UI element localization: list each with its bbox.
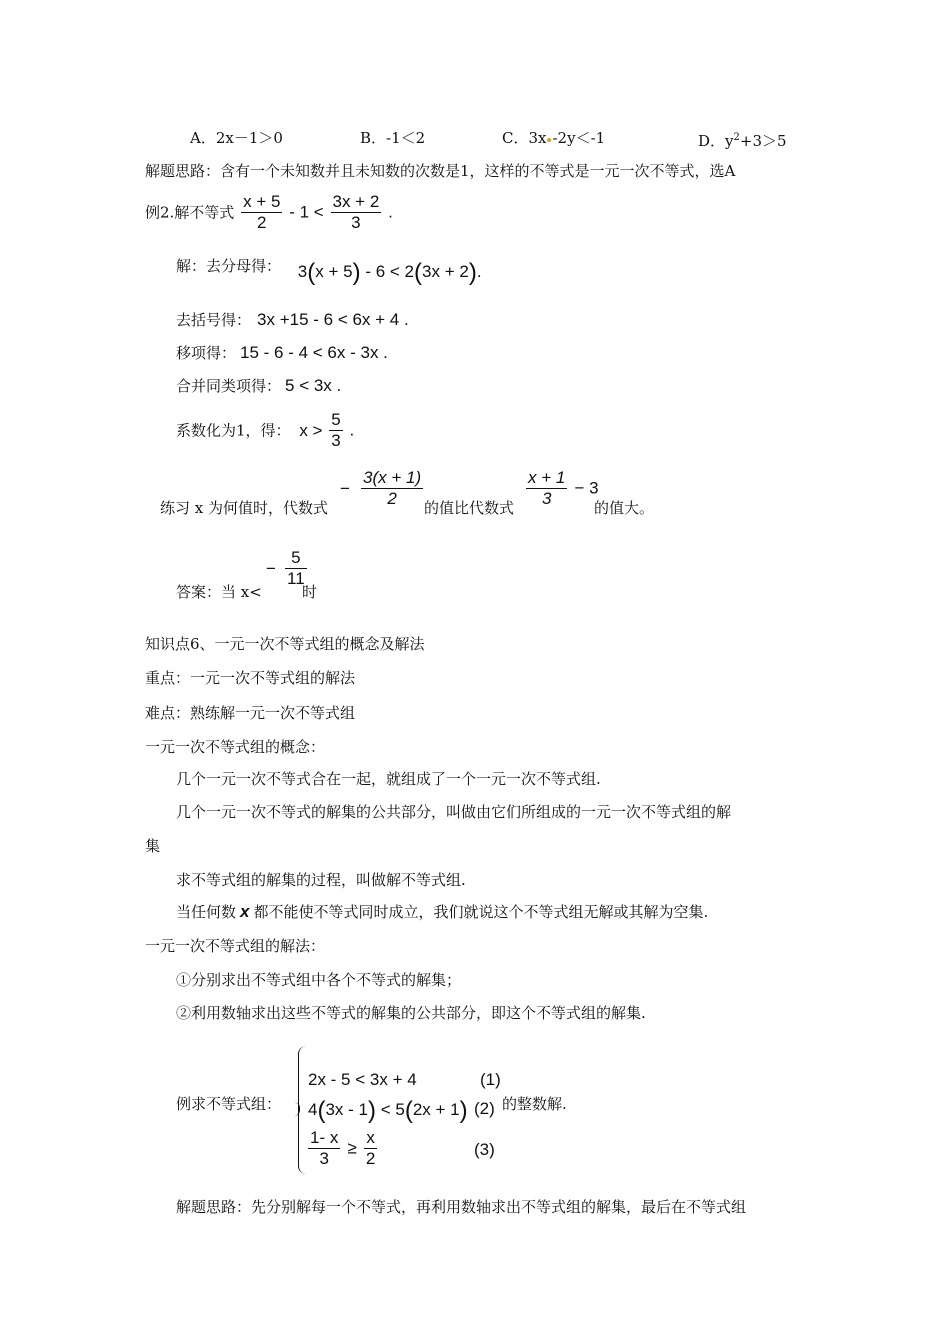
example-3-label: 例求不等式组： <box>176 1095 282 1113</box>
k6-concept-3: 求不等式组的解集的过程，叫做解不等式组. <box>176 871 466 889</box>
step-1: 解：去分母得： 3(x + 5) - 6 < 2(3x + 2). <box>176 257 482 286</box>
practice-text-1: 练习 x 为何值时，代数式 <box>160 499 328 517</box>
option-b: B．-1＜2 <box>360 129 426 147</box>
answer-prefix: 答案：当 x< <box>176 583 262 601</box>
practice-text-2: 的值比代数式 <box>424 499 515 517</box>
step-4: 合并同类项得： 5 < 3x . <box>176 376 342 395</box>
inequality-2-number: (2) <box>474 1099 495 1118</box>
option-a: A．2x－1＞0 <box>190 129 283 147</box>
k6-concept-2b: 集 <box>145 837 161 855</box>
k6-title: 知识点6、一元一次不等式组的概念及解法 <box>145 635 425 653</box>
inequality-2: 4(3x - 1) < 5(2x + 1) <box>308 1097 468 1124</box>
k6-method-heading: 一元一次不等式组的解法： <box>145 937 326 955</box>
hint-text-2: 解题思路：先分别解每一个不等式，再利用数轴求出不等式组的解集，最后在不等式组 <box>176 1198 747 1216</box>
example-3-tail: 的整数解. <box>502 1095 567 1113</box>
k6-key: 重点：一元一次不等式组的解法 <box>145 669 356 687</box>
answer-fraction: − $\frac{5}{11}$ <box>266 548 305 588</box>
practice-fraction-2: $\frac{x + 1}{3}$ − 3 <box>528 468 599 508</box>
answer-suffix: 时 <box>302 583 318 601</box>
k6-concept-2a: 几个一元一次不等式的解集的公共部分，叫做由它们所组成的一元一次不等式组的解 <box>176 803 732 821</box>
inequality-3: $\frac{1- x}{3}$ ≥ $\frac{x}{2}$ <box>310 1128 376 1168</box>
inequality-3-number: (3) <box>474 1140 495 1159</box>
option-d: D．$y^2+3>5$ <box>698 132 787 150</box>
practice-text-3: 的值大。 <box>594 499 655 517</box>
inequality-1: 2x - 5 < 3x + 4 <box>308 1070 417 1089</box>
k6-method-1: ①分别求出不等式组中各个不等式的解集； <box>176 971 462 989</box>
k6-concept-4: 当任何数 x 都不能使不等式同时成立，我们就说这个不等式组无解或其解为空集. <box>176 902 709 921</box>
step-3: 移项得： 15 - 6 - 4 < 6x - 3x . <box>176 343 388 362</box>
step-5: 系数化为1，得： x > $\frac{5}{3}$ . <box>176 410 355 450</box>
practice-fraction-1: − $\frac{3(x + 1)}{2}$ <box>340 468 422 508</box>
k6-concept-heading: 一元一次不等式组的概念： <box>145 738 326 756</box>
k6-method-2: ②利用数轴求出这些不等式的解集的公共部分，即这个不等式组的解集. <box>176 1004 646 1022</box>
step-2: 去括号得： 3x +15 - 6 < 6x + 4 . <box>176 310 409 329</box>
option-c: C．3x -2y＜-1 <box>502 129 606 147</box>
example-2: 例2.解不等式 $\frac{x + 5}{2}$ - 1 < $\frac{3x + 2}{3}$ . <box>145 192 393 232</box>
hint-text-1: 解题思路：含有一个未知数并且未知数的次数是1，这样的不等式是一元一次不等式，选A <box>145 162 736 180</box>
k6-hard: 难点：熟练解一元一次不等式组 <box>145 704 356 722</box>
k6-concept-1: 几个一元一次不等式合在一起，就组成了一个一元一次不等式组. <box>176 770 601 788</box>
inequality-1-number: (1) <box>480 1070 501 1089</box>
